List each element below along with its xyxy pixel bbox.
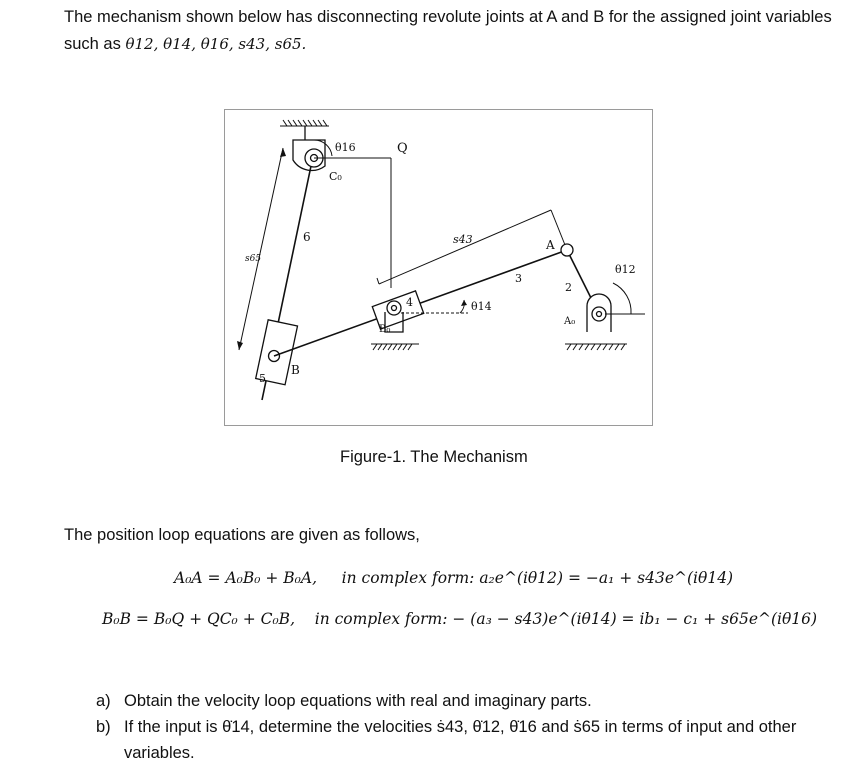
equation-1 — [174, 569, 733, 587]
equation-1-label: in complex form: — [341, 569, 475, 587]
equation-2-vector: B₀B = B₀Q + QC₀ + C₀B, — [102, 610, 296, 628]
theta16-arc — [314, 140, 332, 156]
questions-list — [96, 688, 826, 766]
label-theta12: θ12 — [615, 263, 636, 276]
intro-text: The mechanism shown below has disconnecting revolute joints at A and B for the assigned joint variables such as — [64, 8, 832, 53]
figure-caption: Figure-1. The Mechanism — [340, 448, 528, 466]
intro-paragraph — [64, 4, 834, 58]
question-a — [96, 688, 826, 714]
label-a: A — [546, 238, 555, 252]
question-b-text: If the input is θ̇14, determine the velocities ṡ43, θ̇12, θ̇16 and ṡ65 in terms of input and other variables. — [124, 718, 797, 762]
theta12-arc — [613, 283, 631, 314]
label-s65: s65 — [245, 254, 262, 264]
question-b-label: b) — [96, 718, 111, 736]
question-a-label: a) — [96, 692, 111, 710]
intro-variables: θ12, θ14, θ16, s43, s65. — [125, 35, 307, 53]
question-a-text: Obtain the velocity loop equations with real and imaginary parts. — [124, 692, 592, 710]
loop-equations-intro: The position loop equations are given as follows, — [64, 526, 420, 544]
label-link-5: 5 — [259, 372, 266, 385]
ground-a0 — [565, 344, 627, 350]
a-joint — [561, 244, 573, 256]
label-theta14: θ14 — [471, 300, 492, 313]
label-a0: A₀ — [564, 316, 576, 327]
label-link-3: 3 — [515, 272, 522, 285]
equation-2 — [102, 610, 817, 628]
label-b0: B₀ — [379, 324, 391, 335]
mechanism-diagram — [225, 110, 654, 427]
s65-dimension — [239, 148, 283, 350]
label-b: B — [291, 363, 300, 377]
equation-2-complex: − (a₃ − s43)e^(iθ14) = ib₁ − c₁ + s65e^(iθ16) — [452, 610, 818, 628]
label-link-4: 4 — [406, 296, 413, 309]
label-link-2: 2 — [565, 281, 572, 294]
b0-joint — [387, 301, 401, 315]
equation-1-vector: A₀A = A₀B₀ + B₀A, — [174, 569, 318, 587]
ground-b0 — [371, 344, 419, 350]
mechanism-figure — [224, 109, 653, 426]
ground-top — [280, 120, 329, 126]
label-link-6: 6 — [303, 230, 311, 244]
s43-dimension — [379, 210, 551, 284]
question-b — [96, 714, 826, 766]
equation-1-complex: a₂e^(iθ12) = −a₁ + s43e^(iθ14) — [479, 569, 734, 587]
label-theta16: θ16 — [335, 141, 356, 154]
label-c0: C₀ — [329, 170, 342, 183]
a0-joint — [592, 307, 606, 321]
label-s43: s43 — [453, 233, 473, 246]
label-q: Q — [397, 141, 408, 156]
equation-2-label: in complex form: — [314, 610, 448, 628]
